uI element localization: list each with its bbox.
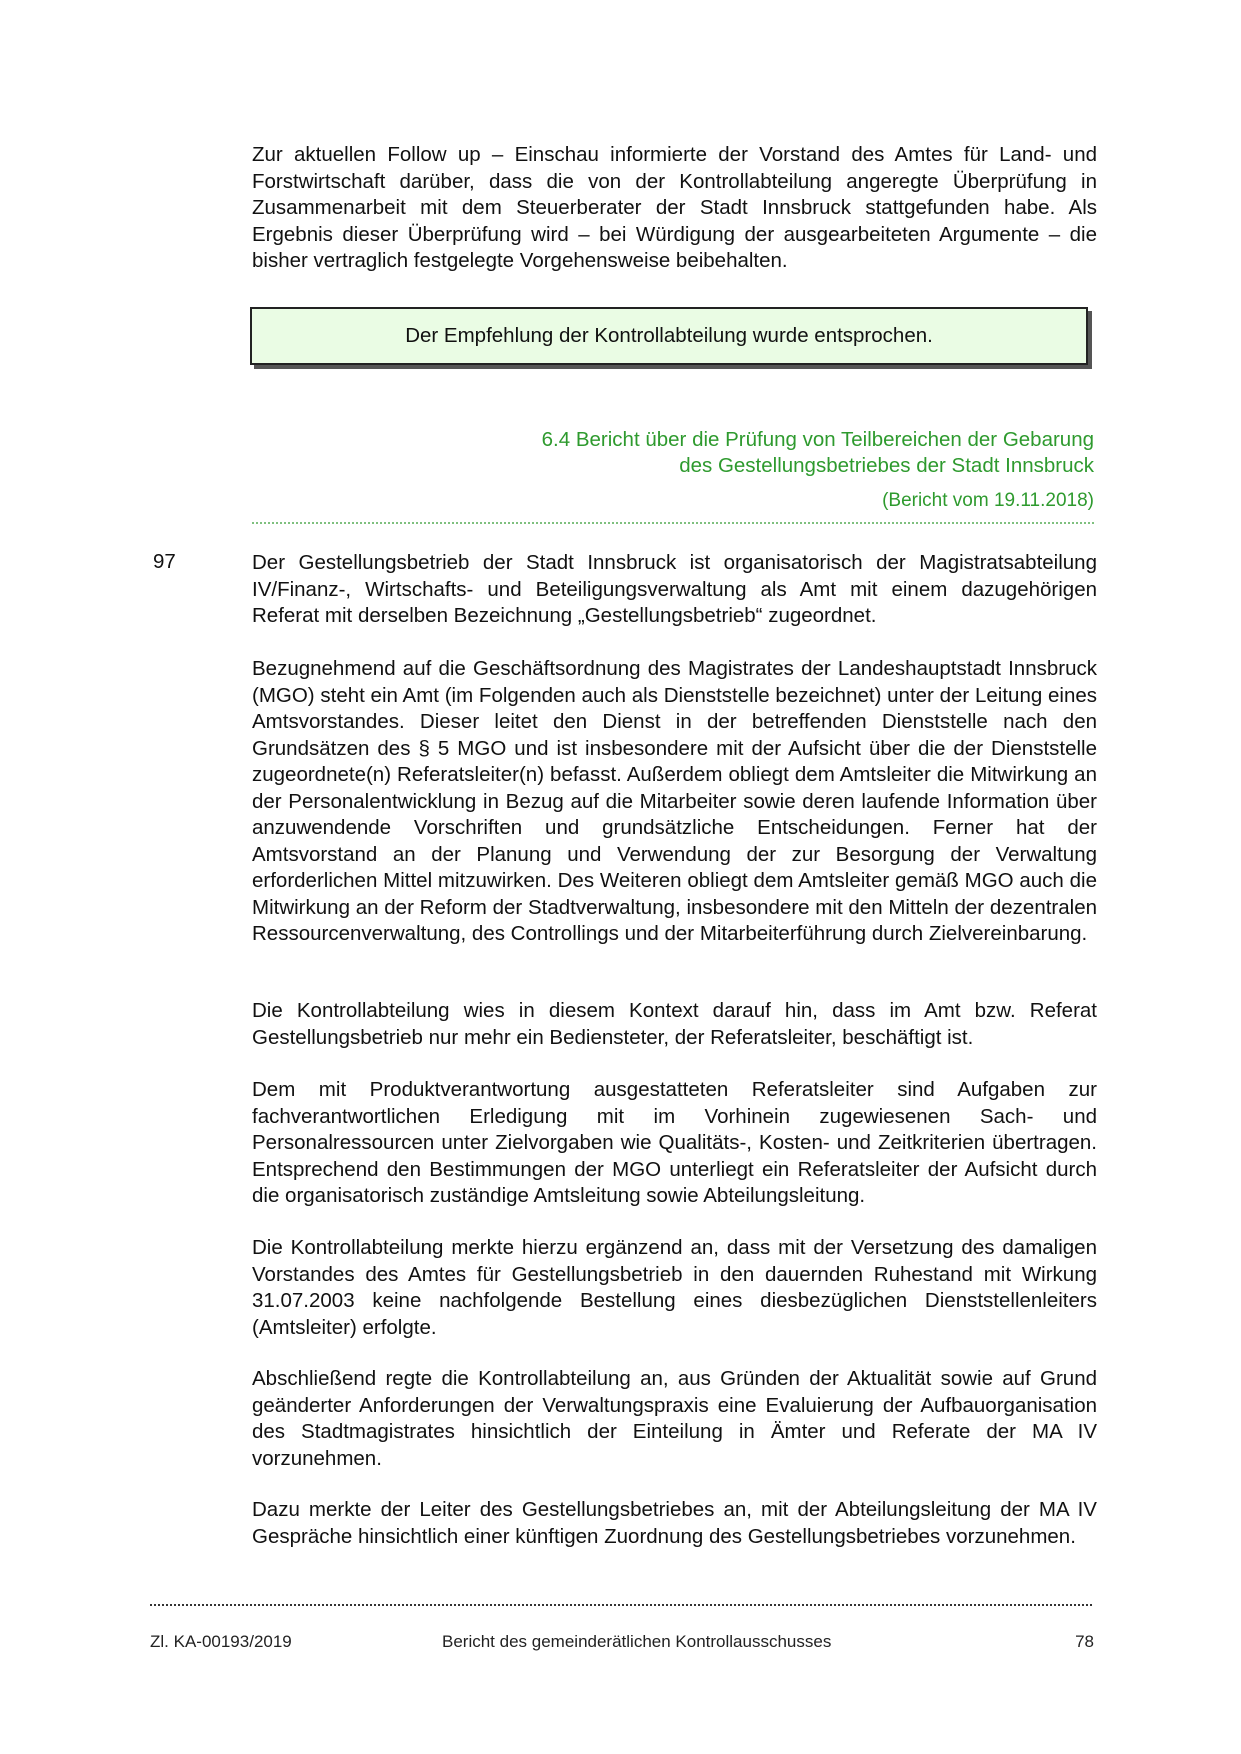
paragraph-1: Der Gestellungsbetrieb der Stadt Innsbruck ist organisatorisch der Magistratsabteilung IV/Finanz-, Wirtschafts- und Beteiligungsverwaltung als Amt mit einem dazugehörigen Referat mit derselben Bezeichnung „Gestellungsbetrieb“ zugeordnet. bbox=[252, 551, 1097, 627]
paragraph-2: Bezugnehmend auf die Geschäftsordnung des Magistrates der Landeshauptstadt Innsbruck (MGO) steht ein Amt (im Folgenden auch als Dienststelle bezeichnet) unter der Leitung eines Amtsvorstandes. Dieser leitet den Dienst in der betreffenden Dienststelle nach den Grundsätzen des § 5 MGO und ist insbesondere mit der Aufsicht über die der Dienststelle zugeordnete(n) Referatsleiter(n) befasst. Außerdem obliegt dem Amtsleiter die Mitwirkung an der Personalentwicklung in Bezug auf die Mitarbeiter sowie deren laufende Information über anzuwendende Vorschriften und grundsätzliche Entscheidungen. Ferner hat der Amtsvorstand an der Planung und Verwendung der zur Besorgung der Verwaltung erforderlichen Mittel mitzuwirken. Des Weiteren obliegt dem Amtsleiter gemäß MGO auch die Mitwirkung an der Reform der Stadtverwaltung, insbesondere mit den Mitteln der dezentralen Ressourcenverwaltung, des Controllings und der Mitarbeiterführung durch Zielvereinbarung. bbox=[252, 657, 1097, 945]
report-date: (Bericht vom 19.11.2018) bbox=[882, 490, 1094, 511]
callout-text: Der Empfehlung der Kontrollabteilung wurde entsprochen. bbox=[405, 324, 933, 347]
section-heading-line1: 6.4 Bericht über die Prüfung von Teilbereichen der Gebarung bbox=[541, 428, 1094, 451]
page-number: 78 bbox=[1075, 1632, 1094, 1651]
paragraph-5: Die Kontrollabteilung merkte hierzu ergänzend an, dass mit der Versetzung des damaligen Vorstandes des Amtes für Gestellungsbetrieb in den dauernden Ruhestand mit Wirkung 31.07.2003 keine nachfolgende Bestellung eines diesbezüglichen Dienststellenleiters (Amtsleiter) erfolgte. bbox=[252, 1236, 1097, 1339]
recommendation-callout bbox=[250, 307, 1088, 365]
paragraph-3: Die Kontrollabteilung wies in diesem Kontext darauf hin, dass im Amt bzw. Referat Gestellungsbetrieb nur mehr ein Bediensteter, der Referatsleiter, beschäftigt ist. bbox=[252, 999, 1097, 1049]
footer-separator bbox=[150, 1604, 1092, 1606]
footer-reference: Zl. KA-00193/2019 bbox=[150, 1632, 292, 1651]
paragraph-7: Dazu merkte der Leiter des Gestellungsbetriebes an, mit der Abteilungsleitung der MA IV Gespräche hinsichtlich einer künftigen Zuordnung des Gestellungsbetriebes vorzunehmen. bbox=[252, 1498, 1097, 1548]
footer-title: Bericht des gemeinderätlichen Kontrollausschusses bbox=[442, 1632, 832, 1651]
paragraph-6: Abschließend regte die Kontrollabteilung an, aus Gründen der Aktualität sowie auf Grund geänderter Anforderungen der Verwaltungspraxis eine Evaluierung der Aufbauorganisation des Stadtmagistrates hinsichtlich der Einteilung in Ämter und Referate der MA IV vorzunehmen. bbox=[252, 1367, 1097, 1470]
paragraph-4: Dem mit Produktverantwortung ausgestatteten Referatsleiter sind Aufgaben zur fachverantwortlichen Erledigung mit im Vorhinein zugewiesenen Sach- und Personalressourcen unter Zielvorgaben wie Qualitäts-, Kosten- und Zeitkriterien übertragen. Entsprechend den Bestimmungen der MGO unterliegt ein Referatsleiter der Aufsicht durch die organisatorisch zuständige Amtsleitung sowie Abteilungsleitung. bbox=[252, 1078, 1097, 1207]
paragraph-number: 97 bbox=[153, 550, 176, 573]
section-heading-line2: des Gestellungsbetriebes der Stadt Innsbruck bbox=[679, 454, 1094, 477]
intro-paragraph: Zur aktuellen Follow up – Einschau informierte der Vorstand des Amtes für Land- und Forstwirtschaft darüber, dass die von der Kontrollabteilung angeregte Überprüfung in Zusammenarbeit mit dem Steuerberater der Stadt Innsbruck stattgefunden habe. Als Ergebnis dieser Überprüfung wird – bei Würdigung der ausgearbeiteten Argumente – die bisher vertraglich festgelegte Vorgehensweise beibehalten. bbox=[252, 143, 1097, 272]
section-separator bbox=[252, 522, 1094, 524]
